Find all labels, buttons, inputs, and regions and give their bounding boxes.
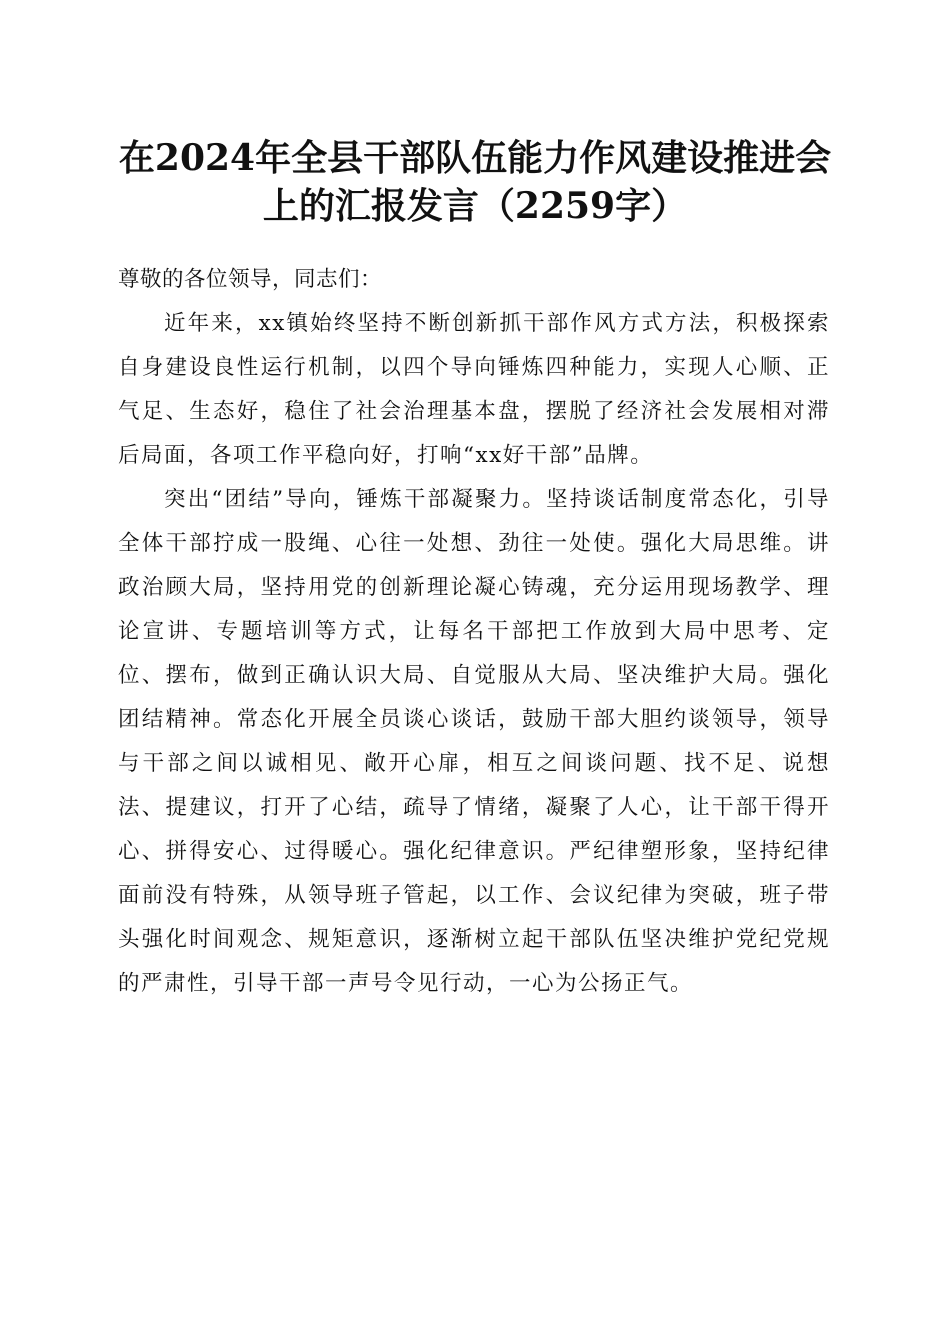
document-title <box>100 134 850 230</box>
document-body <box>118 258 830 1006</box>
paragraph-unity: 突出“团结”导向，锤炼干部凝聚力。坚持谈话制度常态化，引导全体干部拧成一股绳、心往一处想、劲往一处使。强化大局思维。讲政治顾大局，坚持用党的创新理论凝心铸魂，充分运用现场教学、理论宣讲、专题培训等方式，让每名干部把工作放到大局中思考、定位、摆布，做到正确认识大局、自觉服从大局、坚决维护大局。强化团结精神。常态化开展全员谈心谈话，鼓励干部大胆约谈领导，领导与干部之间以诚相见、敞开心扉，相互之间谈问题、找不足、说想法、提建议，打开了心结，疏导了情绪，凝聚了人心，让干部干得开心、拼得安心、过得暖心。强化纪律意识。严纪律塑形象，坚持纪律面前没有特殊，从领导班子管起，以工作、会议纪律为突破，班子带头强化时间观念、规矩意识，逐渐树立起干部队伍坚决维护党纪党规的严肃性，引导干部一声号令见行动，一心为公扬正气。 <box>118 487 830 996</box>
title-line-1: 在2024年全县干部队伍能力作风建设推进会 <box>118 137 832 179</box>
paragraph-intro: 近年来，xx镇始终坚持不断创新抓干部作风方式方法，积极探索自身建设良性运行机制，以四个导向锤炼四种能力，实现人心顺、正气足、生态好，稳住了社会治理基本盘，摆脱了经济社会发展相对滞后局面，各项工作平稳向好，打响“xx好干部”品牌。 <box>118 311 830 468</box>
salutation: 尊敬的各位领导，同志们： <box>118 267 383 292</box>
title-line-2: 上的汇报发言（2259字） <box>262 185 688 227</box>
